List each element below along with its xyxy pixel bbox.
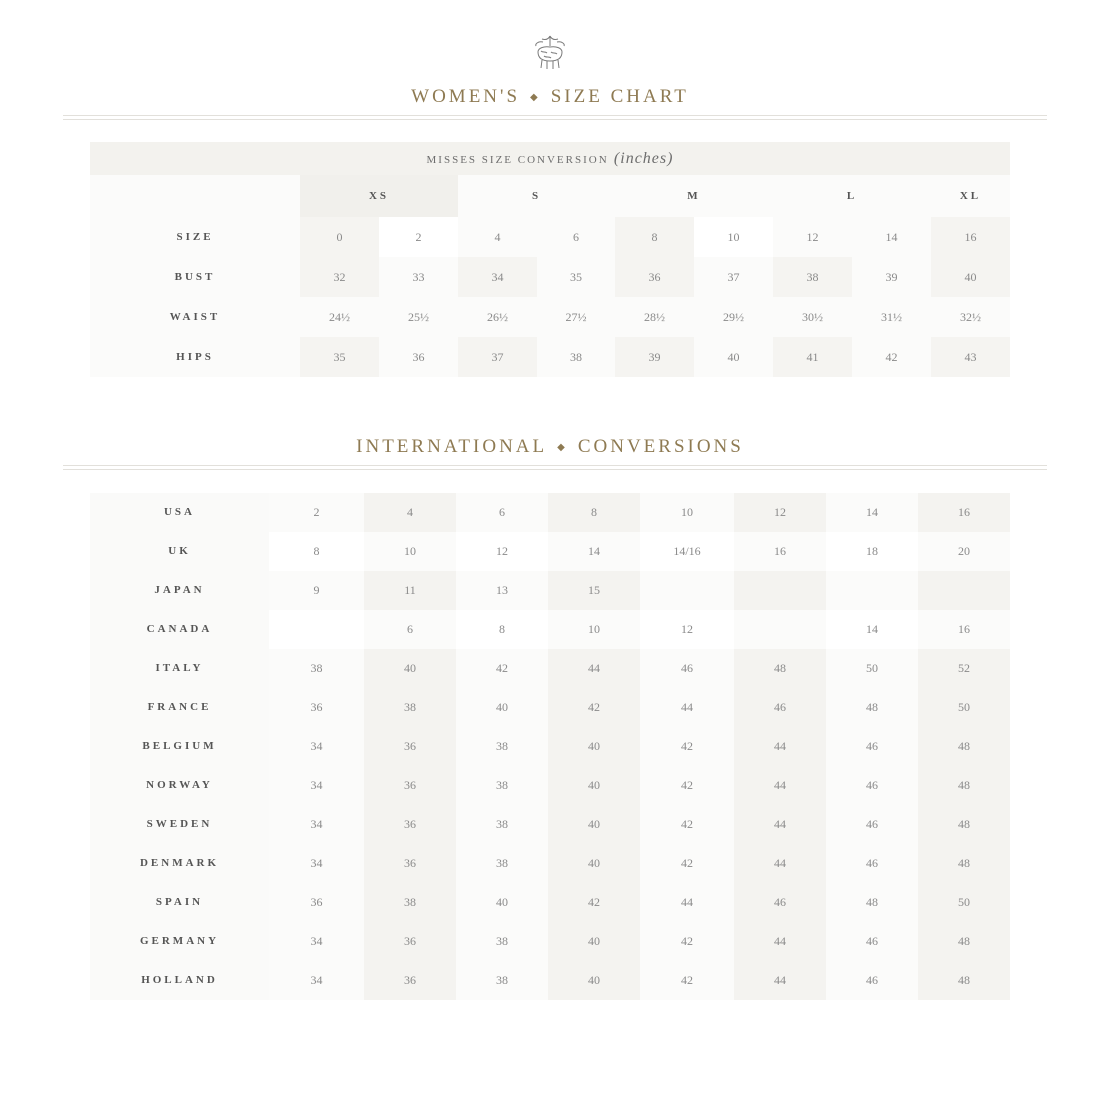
table-cell: 8 [269, 532, 364, 571]
misses-caption-text: MISSES SIZE CONVERSION [426, 154, 609, 166]
table-cell: 50 [826, 649, 918, 688]
table-cell: 48 [826, 688, 918, 727]
table-cell: 34 [269, 844, 364, 883]
group-header-l: L [773, 175, 931, 217]
womens-size-chart-title [0, 86, 1100, 108]
table-cell: 36 [364, 766, 456, 805]
table-cell: 16 [918, 610, 1010, 649]
table-cell: 48 [918, 961, 1010, 1000]
table-cell: 44 [734, 961, 826, 1000]
table-cell: 27½ [537, 297, 615, 337]
table-cell: 29½ [694, 297, 773, 337]
table-cell: 32 [300, 257, 379, 297]
table-cell [640, 571, 734, 610]
table-cell: 8 [548, 493, 640, 532]
table-cell: 44 [734, 766, 826, 805]
table-cell: 33 [379, 257, 458, 297]
table-cell: 35 [300, 337, 379, 377]
table-cell: 16 [931, 217, 1010, 257]
table-cell: 35 [537, 257, 615, 297]
table-cell: 38 [456, 961, 548, 1000]
row-label: NORWAY [90, 766, 269, 805]
row-label: SWEDEN [90, 805, 269, 844]
misses-group-header-row [90, 175, 1010, 217]
table-cell: 42 [548, 688, 640, 727]
intl-row-italy [90, 649, 1010, 688]
intl-row-holland [90, 961, 1010, 1000]
table-cell: 6 [537, 217, 615, 257]
table-cell: 34 [269, 766, 364, 805]
table-cell: 12 [640, 610, 734, 649]
table-cell: 38 [773, 257, 852, 297]
table-cell: 10 [548, 610, 640, 649]
table-cell: 36 [379, 337, 458, 377]
table-cell: 48 [826, 883, 918, 922]
golden-fleece-logo-icon [528, 34, 572, 74]
misses-caption-unit: inches [620, 150, 668, 167]
table-cell: 42 [640, 805, 734, 844]
title-part-1: INTERNATIONAL [356, 436, 548, 457]
group-header-blank [90, 175, 300, 217]
table-cell: 44 [734, 922, 826, 961]
table-cell: 6 [456, 493, 548, 532]
table-cell: 10 [364, 532, 456, 571]
table-cell: 44 [548, 649, 640, 688]
table-cell: 50 [918, 883, 1010, 922]
table-cell: 10 [694, 217, 773, 257]
group-header-m: M [615, 175, 773, 217]
misses-row-waist [90, 297, 1010, 337]
table-cell: 34 [269, 922, 364, 961]
table-cell: 34 [269, 961, 364, 1000]
table-cell: 42 [456, 649, 548, 688]
table-cell: 40 [548, 844, 640, 883]
row-label: HOLLAND [90, 961, 269, 1000]
table-cell: 14/16 [640, 532, 734, 571]
table-cell: 31½ [852, 297, 931, 337]
table-cell: 8 [456, 610, 548, 649]
table-cell: 42 [852, 337, 931, 377]
table-cell: 6 [364, 610, 456, 649]
table-cell [734, 610, 826, 649]
table-cell: 42 [548, 883, 640, 922]
table-cell: 0 [300, 217, 379, 257]
group-header-xs: XS [300, 175, 458, 217]
table-cell: 36 [364, 805, 456, 844]
table-cell: 37 [694, 257, 773, 297]
table-cell: 40 [548, 727, 640, 766]
table-cell: 14 [826, 610, 918, 649]
table-cell: 40 [456, 688, 548, 727]
table-cell: 40 [548, 766, 640, 805]
table-cell: 38 [456, 922, 548, 961]
table-cell: 42 [640, 922, 734, 961]
table-cell: 46 [826, 727, 918, 766]
table-cell: 42 [640, 961, 734, 1000]
misses-caption-paren-open: ( [613, 150, 621, 167]
table-cell: 2 [379, 217, 458, 257]
table-cell: 2 [269, 493, 364, 532]
table-cell: 14 [826, 493, 918, 532]
table-cell: 38 [456, 727, 548, 766]
row-label: ITALY [90, 649, 269, 688]
table-cell: 11 [364, 571, 456, 610]
table-cell: 46 [826, 961, 918, 1000]
table-cell: 36 [364, 922, 456, 961]
table-cell: 48 [918, 805, 1010, 844]
row-label: FRANCE [90, 688, 269, 727]
table-cell: 38 [269, 649, 364, 688]
table-cell: 46 [826, 805, 918, 844]
row-label: USA [90, 493, 269, 532]
table-cell: 46 [826, 844, 918, 883]
table-cell: 8 [615, 217, 694, 257]
misses-row-size [90, 217, 1010, 257]
table-cell: 50 [918, 688, 1010, 727]
table-cell: 48 [918, 766, 1010, 805]
intl-row-spain [90, 883, 1010, 922]
table-cell: 40 [548, 805, 640, 844]
table-cell: 36 [364, 727, 456, 766]
title-part-2: SIZE CHART [550, 86, 689, 107]
intl-row-sweden [90, 805, 1010, 844]
table-cell: 40 [548, 922, 640, 961]
table-cell: 48 [918, 727, 1010, 766]
group-header-xl: XL [931, 175, 1010, 217]
table-cell: 36 [364, 844, 456, 883]
misses-row-hips [90, 337, 1010, 377]
row-label: SIZE [90, 217, 300, 257]
table-cell: 46 [826, 766, 918, 805]
row-label: GERMANY [90, 922, 269, 961]
table-cell: 36 [615, 257, 694, 297]
table-cell: 42 [640, 727, 734, 766]
table-cell: 40 [694, 337, 773, 377]
table-cell: 38 [456, 766, 548, 805]
table-cell: 14 [548, 532, 640, 571]
table-cell: 46 [640, 649, 734, 688]
title-part-2: CONVERSIONS [577, 436, 744, 457]
table-cell: 26½ [458, 297, 537, 337]
table-cell [918, 571, 1010, 610]
table-cell: 34 [458, 257, 537, 297]
table-cell: 41 [773, 337, 852, 377]
intl-row-norway [90, 766, 1010, 805]
misses-row-bust [90, 257, 1010, 297]
table-cell: 46 [734, 883, 826, 922]
table-cell: 38 [364, 883, 456, 922]
table-cell: 15 [548, 571, 640, 610]
title-divider [63, 465, 1047, 470]
table-cell: 36 [269, 883, 364, 922]
table-cell [826, 571, 918, 610]
table-cell: 30½ [773, 297, 852, 337]
table-cell: 48 [918, 844, 1010, 883]
table-cell: 39 [615, 337, 694, 377]
intl-row-uk [90, 532, 1010, 571]
table-cell: 13 [456, 571, 548, 610]
table-cell: 52 [918, 649, 1010, 688]
table-cell: 38 [364, 688, 456, 727]
table-cell: 16 [734, 532, 826, 571]
table-cell: 40 [931, 257, 1010, 297]
table-cell: 42 [640, 844, 734, 883]
intl-row-denmark [90, 844, 1010, 883]
row-label: HIPS [90, 337, 300, 377]
row-label: BUST [90, 257, 300, 297]
table-cell: 12 [773, 217, 852, 257]
table-cell: 36 [364, 961, 456, 1000]
table-cell [269, 610, 364, 649]
table-cell: 46 [734, 688, 826, 727]
table-cell: 20 [918, 532, 1010, 571]
international-conversions-table [90, 493, 1010, 1000]
row-label: DENMARK [90, 844, 269, 883]
table-cell: 46 [826, 922, 918, 961]
table-cell: 4 [364, 493, 456, 532]
table-cell: 38 [456, 805, 548, 844]
table-cell: 44 [734, 727, 826, 766]
row-label: CANADA [90, 610, 269, 649]
table-cell: 40 [548, 961, 640, 1000]
table-cell: 43 [931, 337, 1010, 377]
table-cell [734, 571, 826, 610]
row-label: UK [90, 532, 269, 571]
table-cell: 40 [364, 649, 456, 688]
group-header-s: S [458, 175, 615, 217]
table-cell: 14 [852, 217, 931, 257]
table-cell: 48 [918, 922, 1010, 961]
table-cell: 32½ [931, 297, 1010, 337]
misses-size-table [90, 142, 1010, 377]
table-cell: 16 [918, 493, 1010, 532]
table-cell: 48 [734, 649, 826, 688]
row-label: WAIST [90, 297, 300, 337]
table-cell: 24½ [300, 297, 379, 337]
table-cell: 28½ [615, 297, 694, 337]
title-part-1: WOMEN'S [411, 86, 521, 107]
table-cell: 44 [734, 805, 826, 844]
table-cell: 38 [537, 337, 615, 377]
table-cell: 34 [269, 805, 364, 844]
intl-row-usa [90, 493, 1010, 532]
table-cell: 40 [456, 883, 548, 922]
table-cell: 34 [269, 727, 364, 766]
row-label: JAPAN [90, 571, 269, 610]
table-cell: 4 [458, 217, 537, 257]
table-cell: 44 [734, 844, 826, 883]
international-conversions-title [0, 436, 1100, 458]
title-separator-icon: ◆ [530, 92, 541, 104]
table-cell: 42 [640, 766, 734, 805]
table-cell: 38 [456, 844, 548, 883]
table-cell: 12 [734, 493, 826, 532]
table-cell: 39 [852, 257, 931, 297]
table-cell: 44 [640, 688, 734, 727]
title-separator-icon: ◆ [557, 442, 568, 454]
intl-row-france [90, 688, 1010, 727]
intl-row-belgium [90, 727, 1010, 766]
intl-row-canada [90, 610, 1010, 649]
table-cell: 9 [269, 571, 364, 610]
table-cell: 25½ [379, 297, 458, 337]
intl-row-japan [90, 571, 1010, 610]
table-cell: 37 [458, 337, 537, 377]
title-divider [63, 115, 1047, 120]
misses-table-caption [90, 142, 1010, 175]
row-label: SPAIN [90, 883, 269, 922]
table-cell: 18 [826, 532, 918, 571]
table-cell: 36 [269, 688, 364, 727]
intl-row-germany [90, 922, 1010, 961]
table-cell: 44 [640, 883, 734, 922]
table-cell: 10 [640, 493, 734, 532]
table-cell: 12 [456, 532, 548, 571]
misses-caption-paren-close: ) [667, 150, 674, 167]
row-label: BELGIUM [90, 727, 269, 766]
